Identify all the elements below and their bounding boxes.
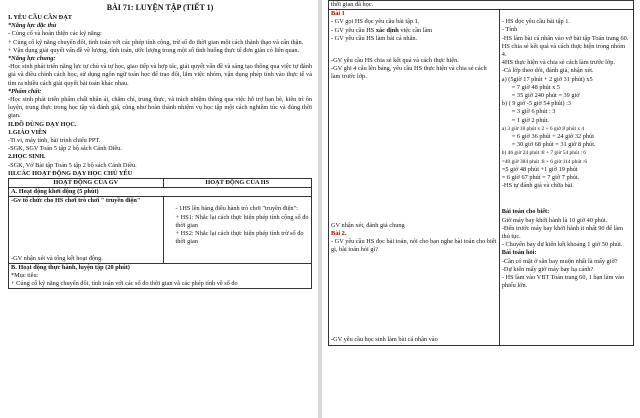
given-heading: Bài toán cho biết: (501, 208, 550, 216)
student-step: -Cần có mặt ở sân bay muộn nhất là mấy giờ? (501, 257, 618, 265)
calc-line: =40 giờ 384 phút :8 + 6 giờ 114 phút :6 (501, 158, 588, 165)
objective-text: + Củng cố kỹ năng chuyển đổi, tính toán với các số đo thời gian và các phép tính về số đo (11, 280, 238, 288)
calc-line: b) 46 giờ 24 phút :8 + 7 giờ 54 phút : 6 (501, 150, 587, 157)
student-step: - HS làm vào VBT Toán trang 60, 1 bạn làm vào phiếu lớn. (501, 274, 625, 290)
student-step: - Tính (501, 26, 518, 34)
teacher-step: -GV ghi 4 câu lên bảng, yêu cầu HS thực hiện và chia sẻ cách làm trước lớp. (331, 65, 487, 81)
teacher-step: -GV nhận xét và tổng kết hoạt động. (11, 254, 103, 262)
teacher-step: -GV yêu cầu học sinh làm bài cá nhân vào (331, 336, 438, 344)
subheading-qualities: *Phẩm chất: (8, 87, 42, 95)
activities-table-continued (328, 0, 634, 346)
student-step: - 1HS lên bảng điều hành trò chơi "truyền điện": (175, 205, 298, 213)
table-cell (163, 197, 311, 263)
student-step: -HS tự đánh giá và chữa bài. (501, 182, 574, 190)
student-step: + HS1: Nhắc lại cách thực hiện phép tính cộng số đo thời gian (175, 213, 309, 229)
column-header-student: HOẠT ĐỘNG CỦA HS (163, 179, 311, 188)
teacher-step: -GV yêu cầu HS chia sẻ kết quả và cách thực hiện. (331, 57, 459, 65)
section-heading-materials: II.ĐỒ DÙNG DẠY HỌC. (8, 120, 77, 128)
student-step: Giờ máy bay khởi hành là 10 giờ 40 phút. (501, 216, 608, 224)
calc-line: =5 giờ 48 phút +1 giờ 19 phút (501, 165, 578, 173)
calc-line: = 3 giờ 6 phút : 3 (511, 108, 556, 116)
calc-line: = 1 giờ 2 phút. (511, 116, 549, 124)
calc-line: = 6 giờ 36 phút + 24 giờ 32 phút (511, 133, 594, 141)
paragraph: + Củng cố kỹ năng chuyển đổi, tính toán với các phép tính cộng, trừ số đo thời gian một cách thành thạo và cẩn thận. (8, 38, 304, 46)
calc-line: a) (5giờ 17 phút + 2 giờ 31 phút) x5 (501, 75, 593, 83)
section-heading-activities: III.CÁC HOẠT ĐỘNG DẠY HỌC CHỦ YẾU (8, 169, 133, 177)
document-page-right (322, 0, 640, 418)
paragraph: - Củng cố và hoàn thiện các kỹ năng: (8, 30, 102, 38)
teacher-step: - GV yêu cầu HS làm bài cá nhân. (331, 34, 418, 42)
question-heading: Bài toán hỏi: (501, 249, 537, 257)
student-step: -HS làm bài cá nhân vào vở bài tập Toán trang 60. (501, 34, 629, 42)
student-step: 4HS thực hiện và chia sẻ cách làm trước lớp. (501, 59, 615, 67)
continued-text: thời gian đã học. (331, 1, 374, 8)
paragraph: -Ti vi, máy tính, bài trình chiếu PPT. (8, 137, 101, 145)
subheading-general-competence: *Năng lực chung: (8, 55, 56, 63)
paragraph: -SGK, SGV Toán 5 tập 2 bộ sách Cánh Diều. (8, 145, 122, 153)
student-step: -Dự kiến mấy giờ máy bay hạ cánh? (501, 265, 594, 273)
teacher-step: GV nhận xét, đánh giá chung (331, 221, 405, 229)
student-step: - HS đọc yêu cầu bài tập 1. (501, 18, 570, 26)
calc-line: a) 3 giờ 18 phút x 2 + 6 giờ 8 phút x 4 (501, 125, 585, 132)
student-step: - Chuyến bay dự kiến kết khoảng 1 giờ 50 phút. (501, 241, 623, 249)
table-cell-teacher (329, 10, 500, 345)
calc-line: = 7 giờ 48 phút x 5 (511, 83, 560, 91)
subheading-student: 2.HỌC SINH. (8, 153, 46, 161)
paragraph: -Học sinh phát triển phẩm chất nhân ái, chăm chỉ, trung thực, và trách nhiệm thông qua việc hỗ trợ bạn bè, kiên trì ôn luyện, trung thực trong học tập và đánh giá, cũng như hoàn thành nhiệm vụ học tập một cách nghiêm túc và đúng thời gian. (8, 96, 312, 120)
lesson-title: BÀI 71: LUYỆN TẬP (TIẾT 1) (106, 3, 214, 12)
document-page-left (0, 0, 318, 418)
activities-table (8, 178, 312, 289)
activity-b-heading (9, 263, 312, 289)
teacher-step: - GV yêu cầu HS xác định việc cần làm (331, 26, 433, 34)
table-cell (9, 197, 164, 263)
calc-line: = 35 giờ 240 phút = 39 giờ (511, 92, 580, 100)
paragraph: + Vận dụng giải quyết vấn đề về lượng, tính toán, ước lượng trong một số tình huống thực tế đơn giản có liên quan. (8, 46, 300, 54)
exercise-1-heading: Bài 1 (331, 10, 345, 18)
exercise-2-heading: Bài 2. (331, 229, 347, 237)
teacher-step: - GV gọi HS đọc yêu cầu bài tập 1. (331, 18, 420, 26)
calc-line: = 6 giờ 67 phút = 7 giờ 7 phút. (501, 174, 580, 182)
paragraph: -SGK, Vở Bài tập Toán 5 tập 2 bộ sách Cánh Diều. (8, 161, 137, 169)
student-step: -Đến trước máy bay khởi hành ít nhất 90 để làm thủ tục. (501, 224, 624, 241)
table-cell (329, 1, 634, 10)
student-step: -Cả lớp theo dõi, đánh giá, nhận xét. (501, 67, 594, 75)
teacher-step: - GV yêu cầu HS đọc bài toán, nói cho bạn nghe bài toán cho biết gì, bài toán hỏi gì? (331, 238, 497, 254)
section-heading-requirements: I. YÊU CẦU CẦN ĐẠT (8, 14, 72, 21)
table-cell-student (499, 10, 633, 345)
student-step: + HS2: Nhắc lại cách thực hiện phép tính trừ số đo thời gian (175, 230, 304, 246)
student-step: HS chia sẻ kết quả và cách thực hiện trong nhóm 4. (501, 42, 626, 59)
calc-line: b) ( 9 giờ -5 giờ 54 phút) :3 (501, 100, 572, 108)
calc-line: = 30 giờ 68 phút = 31 giờ 8 phút. (511, 141, 596, 149)
activity-b-title: B. Hoạt động thực hành, luyện tập (20 phút) (11, 263, 130, 271)
subheading-specific-competence: *Năng lực đặc thù (8, 22, 57, 30)
subheading-teacher: 1.GIÁO VIÊN (8, 128, 47, 136)
column-header-teacher: HOẠT ĐỘNG CỦA GV (9, 179, 164, 188)
objective-label: *Mục tiêu: (11, 272, 39, 280)
activity-a-heading: A. Hoạt động khởi động (5 phút) (9, 188, 312, 197)
teacher-step: -Gv tổ chức cho HS chơi trò chơi " truyền điện" (11, 197, 141, 205)
paragraph: -Học sinh phát triển năng lực tự chủ và tự học, giao tiếp và hợp tác, giải quyết vấn đề và sáng tạo thông qua việc tự đánh giá và điều chỉnh cách học, sử dụng ngôn ngữ toán học để trao đổi, lắm việc nhóm, vận dụng phép tính vào thực tế và tìm ra nhiều cách giải quyết bài toán khác nhau. (8, 63, 312, 87)
